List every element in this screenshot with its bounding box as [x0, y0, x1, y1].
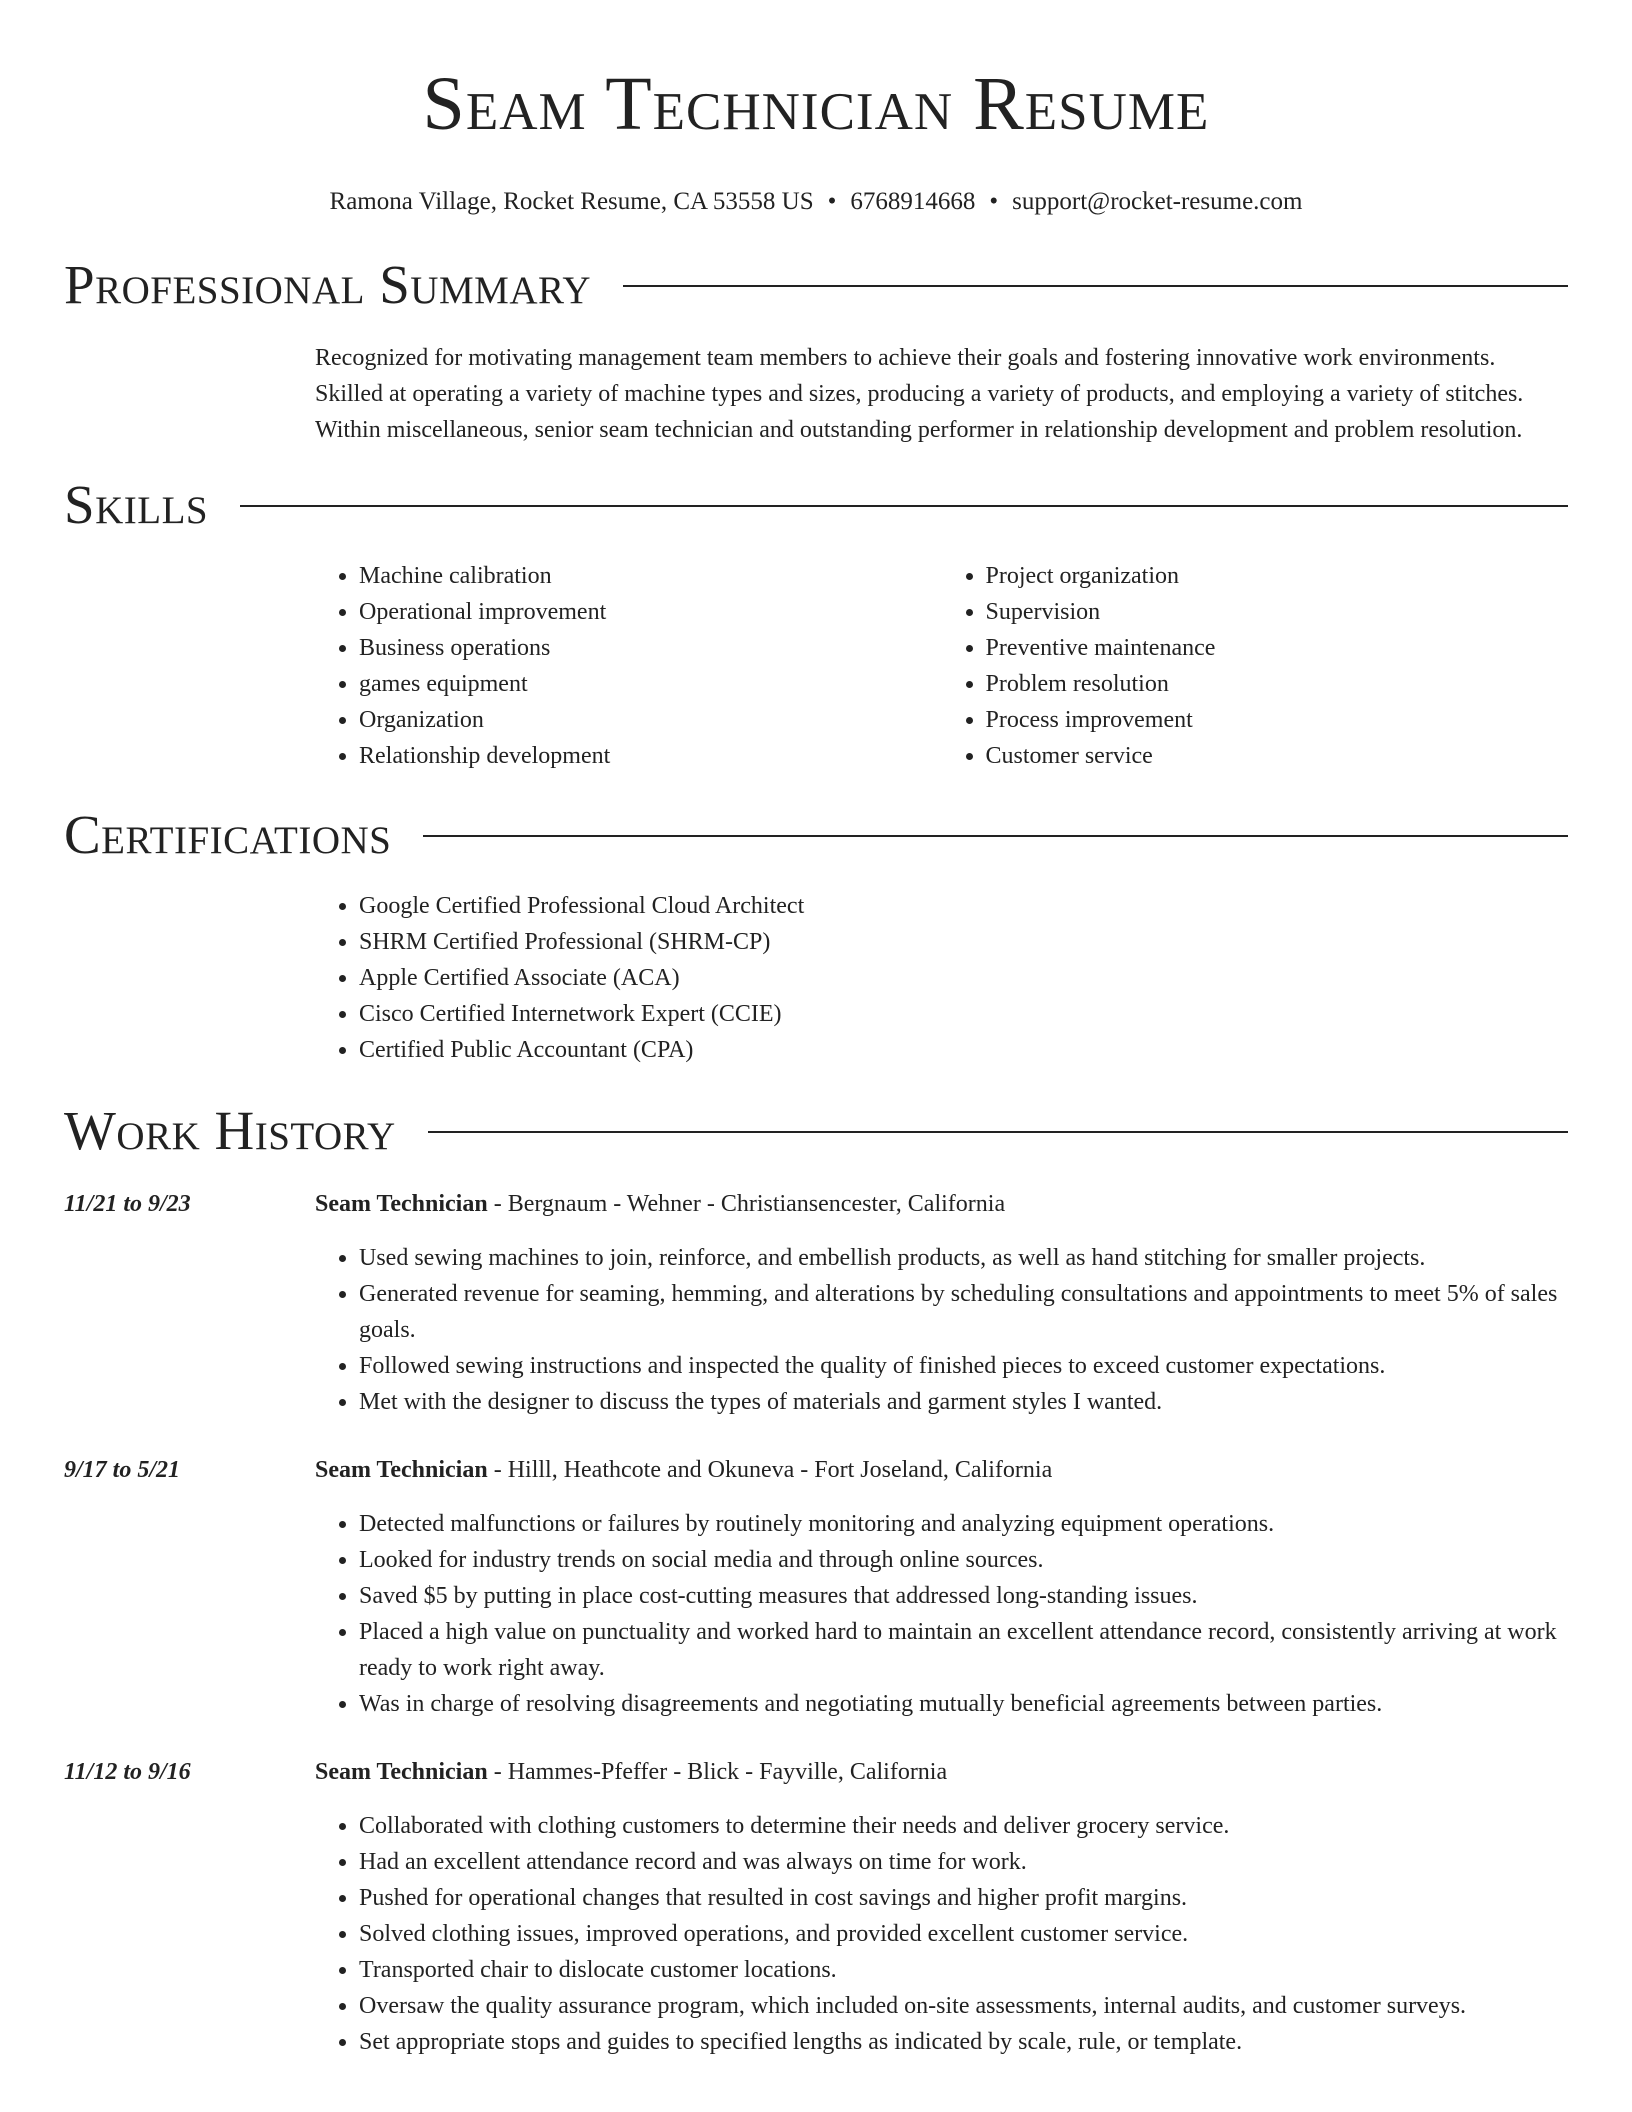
certifications-section-header [64, 802, 1568, 868]
contact-separator: • [989, 188, 999, 215]
section-divider [240, 505, 1568, 507]
skill-item: • Customer service [986, 738, 1569, 774]
job-company: - Hilll, Heathcote and Okuneva - Fort Joseland, California [487, 1457, 1053, 1483]
skill-item: • Machine calibration [359, 558, 942, 594]
resume-title: Seam Technician Resume [422, 62, 1210, 146]
certifications-list [315, 888, 1568, 1068]
skill-item: • Process improvement [986, 702, 1569, 738]
resume-page [64, 0, 1568, 2060]
job-entry [64, 1452, 1568, 1722]
job-detail [315, 1754, 1568, 2060]
skills-columns [315, 558, 1568, 774]
certification-item: • Apple Certified Associate (ACA) [359, 960, 1568, 996]
skills-list-right [942, 558, 1569, 774]
job-bullets [315, 1240, 1568, 1420]
job-bullets [315, 1506, 1568, 1722]
certifications-body [315, 888, 1568, 1068]
skill-item: • Operational improvement [359, 594, 942, 630]
skills-list-left [315, 558, 942, 774]
job-bullet: • Looked for industry trends on social media and through online sources. [359, 1542, 1568, 1578]
summary-text: Recognized for motivating management team members to achieve their goals and fostering innovative work environments. Skilled at operating a variety of machine types and sizes, producing a variety of products, and employing a variety of stitches. Within miscellaneous, senior seam technician and outstanding performer in relationship development and problem resolution. [315, 345, 1524, 443]
skill-item: • Preventive maintenance [986, 630, 1569, 666]
skill-item: • Business operations [359, 630, 942, 666]
job-bullet: • Detected malfunctions or failures by routinely monitoring and analyzing equipment operations. [359, 1506, 1568, 1542]
section-divider [428, 1131, 1568, 1133]
work-section-header [64, 1098, 1568, 1164]
certification-item: • SHRM Certified Professional (SHRM-CP) [359, 924, 1568, 960]
skill-item: • Supervision [986, 594, 1569, 630]
summary-heading: Professional Summary [64, 254, 592, 315]
job-heading [315, 1452, 1568, 1488]
job-detail [315, 1186, 1568, 1420]
job-title: Seam Technician [315, 1759, 488, 1785]
job-bullet: • Followed sewing instructions and inspected the quality of finished pieces to exceed customer expectations. [359, 1348, 1568, 1384]
certification-item: • Certified Public Accountant (CPA) [359, 1032, 1568, 1068]
skill-item: • Organization [359, 702, 942, 738]
job-dates: 9/17 to 5/21 [64, 1457, 181, 1483]
contact-email: support@rocket-resume.com [1012, 188, 1303, 215]
skill-item: • Problem resolution [986, 666, 1569, 702]
job-company: - Bergnaum - Wehner - Christiansencester, California [487, 1191, 1006, 1217]
job-dates: 11/21 to 9/23 [64, 1191, 191, 1217]
certification-item: • Google Certified Professional Cloud Architect [359, 888, 1568, 924]
skill-item: • Project organization [986, 558, 1569, 594]
job-bullet: • Pushed for operational changes that resulted in cost savings and higher profit margins. [359, 1880, 1568, 1916]
job-heading [315, 1186, 1568, 1222]
skills-section-header [64, 472, 1568, 538]
job-heading [315, 1754, 1568, 1790]
section-divider [423, 835, 1568, 837]
contact-address: Ramona Village, Rocket Resume, CA 53558 US [329, 188, 814, 215]
job-bullet: • Transported chair to dislocate customer locations. [359, 1952, 1568, 1988]
contact-separator: • [827, 188, 837, 215]
job-bullet: • Used sewing machines to join, reinforce, and embellish products, as well as hand stitching for smaller projects. [359, 1240, 1568, 1276]
certification-item: • Cisco Certified Internetwork Expert (CCIE) [359, 996, 1568, 1032]
job-entry [64, 1186, 1568, 1420]
job-bullet: • Saved $5 by putting in place cost-cutting measures that addressed long-standing issues. [359, 1578, 1568, 1614]
skills-heading: Skills [64, 474, 209, 535]
job-bullet: • Had an excellent attendance record and was always on time for work. [359, 1844, 1568, 1880]
skill-item: • games equipment [359, 666, 942, 702]
job-bullet: • Generated revenue for seaming, hemming, and alterations by scheduling consultations and appointments to meet 5% of sales goals. [359, 1276, 1568, 1348]
job-title: Seam Technician [315, 1457, 488, 1483]
job-entry [64, 1754, 1568, 2060]
job-bullet: • Set appropriate stops and guides to specified lengths as indicated by scale, rule, or template. [359, 2024, 1568, 2060]
certifications-heading: Certifications [64, 804, 392, 865]
contact-line [64, 186, 1568, 218]
job-bullet: • Oversaw the quality assurance program, which included on-site assessments, internal audits, and customer surveys. [359, 1988, 1568, 2024]
section-divider [623, 285, 1568, 287]
job-title: Seam Technician [315, 1191, 488, 1217]
job-bullet: • Collaborated with clothing customers to determine their needs and deliver grocery service. [359, 1808, 1568, 1844]
job-bullet: • Solved clothing issues, improved operations, and provided excellent customer service. [359, 1916, 1568, 1952]
job-company: - Hammes-Pfeffer - Blick - Fayville, California [487, 1759, 948, 1785]
job-detail [315, 1452, 1568, 1722]
summary-section-header [64, 252, 1568, 318]
skill-item: • Relationship development [359, 738, 942, 774]
job-bullet: • Met with the designer to discuss the types of materials and garment styles I wanted. [359, 1384, 1568, 1420]
job-bullet: • Placed a high value on punctuality and worked hard to maintain an excellent attendance record, consistently arriving at work ready to work right away. [359, 1614, 1568, 1686]
job-dates: 11/12 to 9/16 [64, 1759, 191, 1785]
job-bullets [315, 1808, 1568, 2060]
contact-phone: 6768914668 [850, 188, 976, 215]
job-bullet: • Was in charge of resolving disagreements and negotiating mutually beneficial agreements between parties. [359, 1686, 1568, 1722]
work-heading: Work History [64, 1100, 396, 1161]
